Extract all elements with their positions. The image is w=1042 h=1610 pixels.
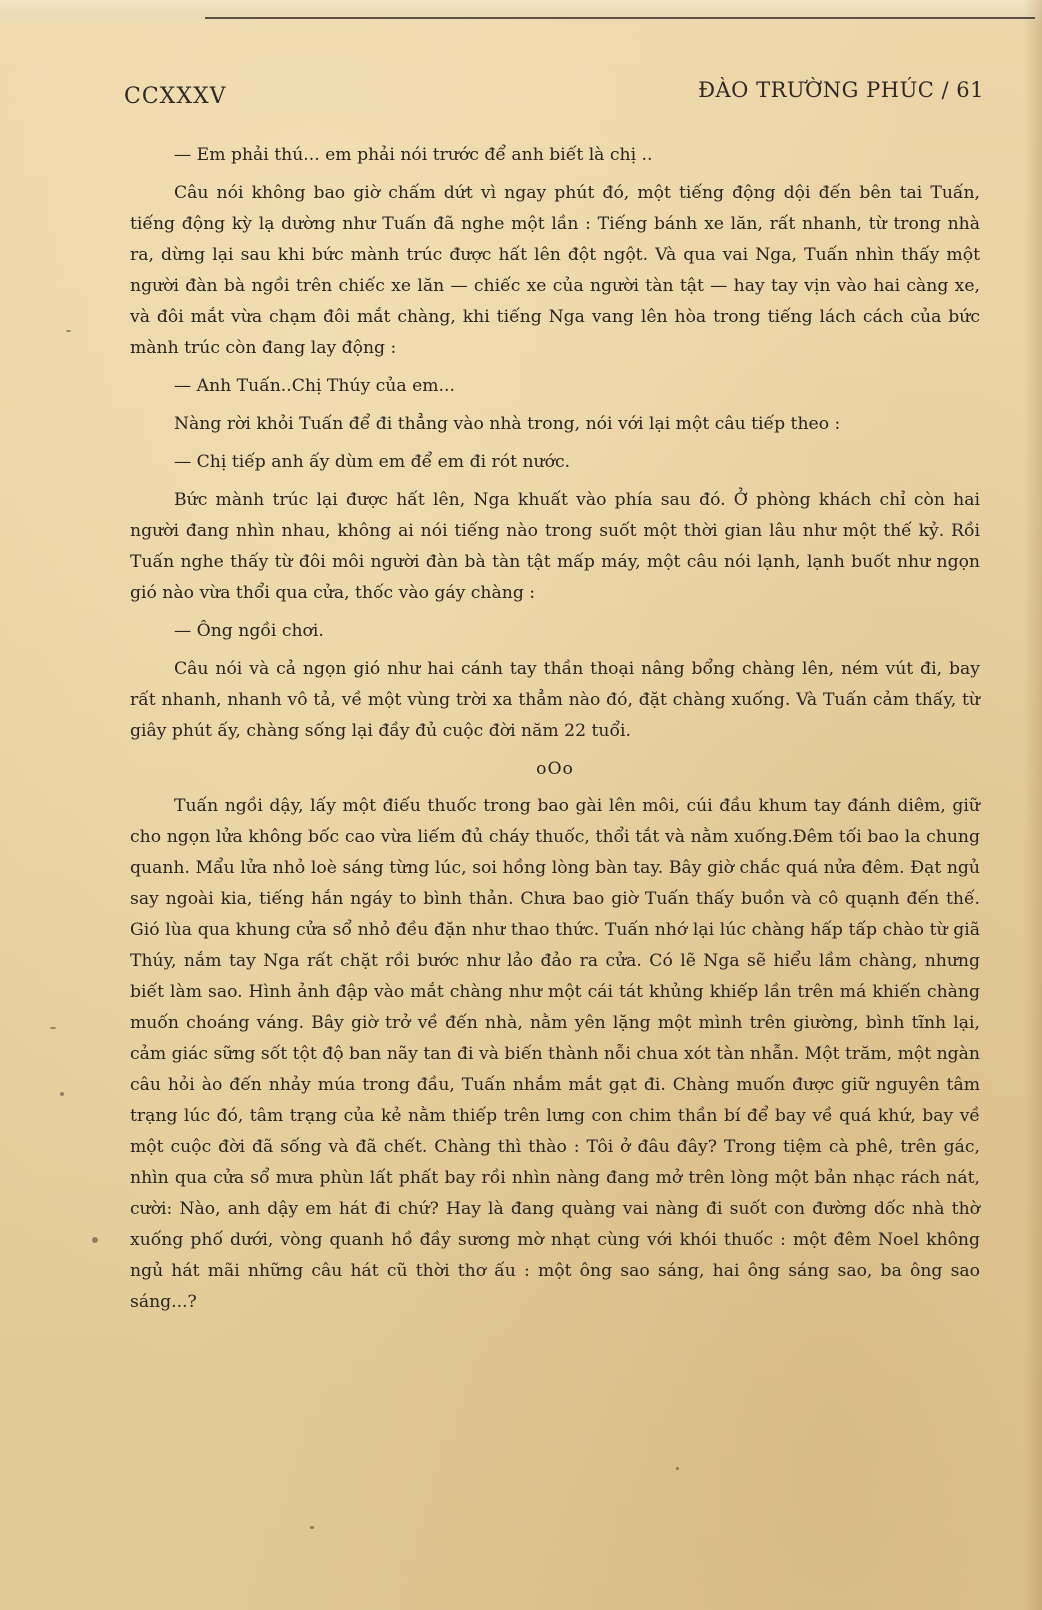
paragraph: — Ông ngồi chơi. [174, 621, 324, 641]
paper-speck [92, 1237, 98, 1243]
paper-speck [50, 1027, 56, 1029]
paper-speck [676, 1467, 679, 1470]
paragraph: Tuấn ngồi dậy, lấy một điếu thuốc trong bao gài lên môi, cúi đầu khum tay đánh diêm, giữ cho ngọn lửa không bốc cao vừa liếm đủ cháy thuốc, thổi tắt và nằm xuống.Đêm tối bao la chung quanh. Mẩu lửa nhỏ loè sáng từng lúc, soi hồng lòng bàn tay. Bây giờ chắc quá nửa đêm. Đạt ngủ say ngoài kia, tiếng hắn ngáy to bình thản. Chưa bao giờ Tuấn thấy buồn và cô quạnh đến thế. Gió lùa qua khung cửa sổ nhỏ đều đặn như thao thức. Tuấn nhớ lại lúc chàng hấp tấp chào từ giã Thúy, nắm tay Nga rất chặt rồi bước như lảo đảo ra cửa. Có lẽ Nga sẽ hiểu lầm chàng, nhưng biết làm sao. Hình ảnh đập vào mắt chàng như một cái tát khủng khiếp lần trên má khiến chàng muốn choáng váng. Bây giờ trở về đến nhà, nằm yên lặng một mình trên giường, bình tĩnh lại, cảm giác sững sốt tột độ ban nãy tan đi và biến thành nỗi chua xót tàn nhẫn. Một trăm, một ngàn câu hỏi ào đến nhảy múa trong đầu, Tuấn nhắm mắt gạt đi. Chàng muốn được giữ nguyên tâm trạng lúc đó, tâm trạng của kẻ nằm thiếp trên lưng con chim thần bí để bay về quá khứ, bay về một cuộc đời đã sống và đã chết. Chàng thì thào : Tôi ở đâu đây? Trong tiệm cà phê, trên gác, nhìn qua cửa sổ mưa phùn lất phất bay rồi nhìn nàng đang mở trên lòng một bản nhạc rách nát, cười: Nào, anh dậy em hát đi chứ? Hay là đang quàng vai nàng đi suốt con đường dốc nhà thờ xuống phố dưới, vòng quanh hồ đầy sương mờ nhạt cùng với khói thuốc : một đêm Noel không ngủ hát mãi những câu hát cũ thời thơ ấu : một ông sao sáng, hai ông sáng sao, ba ông sao sáng...? [130, 796, 980, 1312]
page-top-edge [0, 0, 1042, 26]
paragraph: — Chị tiếp anh ấy dùm em để em đi rót nước. [174, 452, 571, 472]
paragraph: Câu nói không bao giờ chấm dứt vì ngay phút đó, một tiếng động dội đến bên tai Tuấn, tiếng động kỳ lạ dường như Tuấn đã nghe một lần : Tiếng bánh xe lăn, rất nhanh, từ trong nhà ra, dừng lại sau khi bức mành trúc được hất lên đột ngột. Và qua vai Nga, Tuấn nhìn thấy một người đàn bà ngồi trên chiếc xe lăn — chiếc xe của người tàn tật — hay tay vịn vào hai càng xe, và đôi mắt vừa chạm đôi mắt chàng, khi tiếng Nga vang lên hòa trong tiếng lách cách của bức mành trúc còn đang lay động : [130, 183, 980, 358]
paper-speck [310, 1526, 314, 1529]
paragraph: — Anh Tuấn..Chị Thúy của em... [174, 376, 455, 396]
top-rule-line [205, 17, 1035, 19]
running-header [124, 78, 984, 118]
paragraph: Câu nói và cả ngọn gió như hai cánh tay thần thoại nâng bổng chàng lên, ném vút đi, bay rất nhanh, nhanh vô tả, về một vùng trời xa thẳm nào đó, đặt chàng xuống. Và Tuấn cảm thấy, từ giây phút ấy, chàng sống lại đầy đủ cuộc đời năm 22 tuổi. [130, 659, 980, 741]
paragraph: Nàng rời khỏi Tuấn để đi thẳng vào nhà trong, nói với lại một câu tiếp theo : [174, 414, 841, 434]
page-body [130, 140, 980, 1325]
paragraph: — Em phải thú... em phải nói trước để anh biết là chị .. [174, 145, 653, 165]
paper-speck [60, 1092, 64, 1096]
section-separator: oOo [536, 759, 574, 779]
paper-speck [66, 330, 71, 332]
chapter-number: CCXXXV [124, 84, 227, 109]
page-right-edge [1024, 0, 1042, 1610]
author-and-page-number: ĐÀO TRƯỜNG PHÚC / 61 [698, 78, 984, 102]
paragraph: Bức mành trúc lại được hất lên, Nga khuất vào phía sau đó. Ở phòng khách chỉ còn hai người đang nhìn nhau, không ai nói tiếng nào trong suốt một thời gian lâu như một thế kỷ. Rồi Tuấn nghe thấy từ đôi môi người đàn bà tàn tật mấp máy, một câu nói lạnh, lạnh buốt như ngọn gió nào vừa thổi qua cửa, thốc vào gáy chàng : [130, 490, 980, 603]
